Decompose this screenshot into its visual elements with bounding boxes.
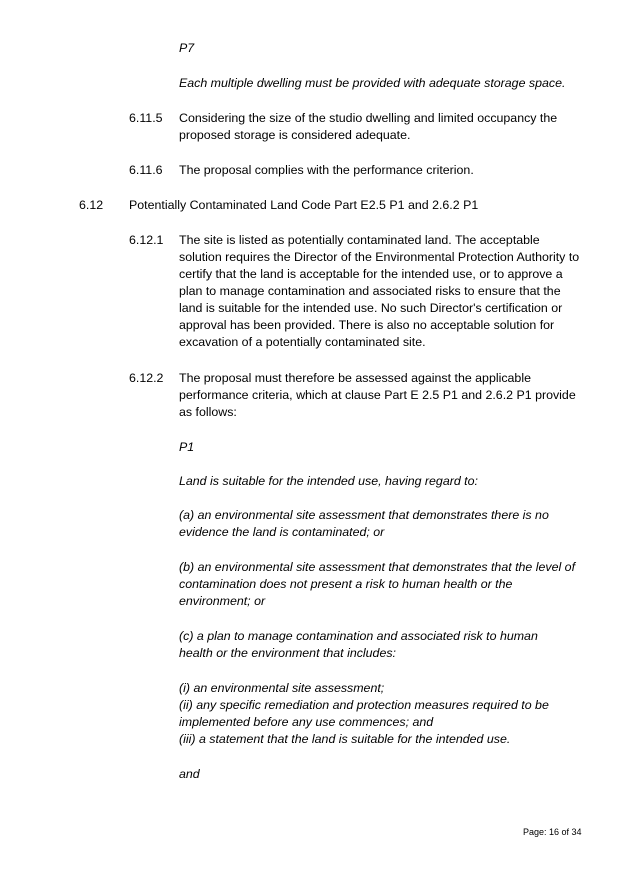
criterion-item-b xyxy=(179,559,575,610)
clause-text-6-11-6: The proposal complies with the performance criterion. xyxy=(179,163,474,177)
criterion-item-c xyxy=(179,628,538,662)
text-line: health or the environment that includes: xyxy=(179,646,396,660)
section-number-6-12: 6.12 xyxy=(79,198,104,212)
text-line: land is suitable for the intended use. No such Director's certification or xyxy=(179,301,563,315)
text-line: The proposal must therefore be assessed against the applicable xyxy=(179,371,531,385)
text-line: (ii) any specific remediation and protection measures required to be xyxy=(179,698,549,712)
text-line: (c) a plan to manage contamination and associated risk to human xyxy=(179,629,538,643)
text-line: approval has been provided. There is also no acceptable solution for xyxy=(179,318,555,332)
text-line: (i) an environmental site assessment; xyxy=(179,681,385,695)
criterion-and: and xyxy=(179,767,200,781)
text-line: (iii) a statement that the land is suitable for the intended use. xyxy=(179,732,511,746)
text-line: solution requires the Director of the Environmental Protection Authority to xyxy=(179,250,580,264)
criterion-item-a xyxy=(179,507,549,541)
text-line: proposed storage is considered adequate. xyxy=(179,128,411,142)
text-line: The site is listed as potentially contaminated land. The acceptable xyxy=(179,233,540,247)
clause-text-6-12-1 xyxy=(179,232,579,351)
text-line: as follows: xyxy=(179,405,237,419)
text-line: evidence the land is contaminated; or xyxy=(179,525,385,539)
criterion-p7-heading: P7 xyxy=(179,41,195,55)
text-line: certify that the land is acceptable for the intended use, or to approve a xyxy=(179,267,563,281)
clause-text-6-12-2 xyxy=(179,370,576,421)
clause-number-6-11-5: 6.11.5 xyxy=(129,111,163,125)
criterion-p7-text: Each multiple dwelling must be provided with adequate storage space. xyxy=(179,76,566,90)
text-line: environment; or xyxy=(179,594,266,608)
text-line: (a) an environmental site assessment that demonstrates there is no xyxy=(179,508,549,522)
page-number: Page: 16 of 34 xyxy=(523,827,582,837)
criterion-p1-intro: Land is suitable for the intended use, having regard to: xyxy=(179,474,478,488)
text-line: (b) an environmental site assessment that demonstrates that the level of xyxy=(179,560,576,574)
text-line: Considering the size of the studio dwelling and limited occupancy the xyxy=(179,111,558,125)
clause-number-6-11-6: 6.11.6 xyxy=(129,163,163,177)
clause-text-6-11-5 xyxy=(179,110,557,144)
text-line: implemented before any use commences; and xyxy=(179,715,434,729)
clause-number-6-12-1: 6.12.1 xyxy=(129,233,164,247)
criterion-subitems xyxy=(179,680,549,748)
text-line: performance criteria, which at clause Part E 2.5 P1 and 2.6.2 P1 provide xyxy=(179,388,576,402)
clause-number-6-12-2: 6.12.2 xyxy=(129,371,164,385)
text-line: plan to manage contamination and associated risks to ensure that the xyxy=(179,284,561,298)
criterion-p1-heading: P1 xyxy=(179,440,195,454)
text-line: excavation of a potentially contaminated site. xyxy=(179,335,426,349)
section-title-6-12: Potentially Contaminated Land Code Part E2.5 P1 and 2.6.2 P1 xyxy=(129,198,479,212)
text-line: contamination does not present a risk to human health or the xyxy=(179,577,513,591)
